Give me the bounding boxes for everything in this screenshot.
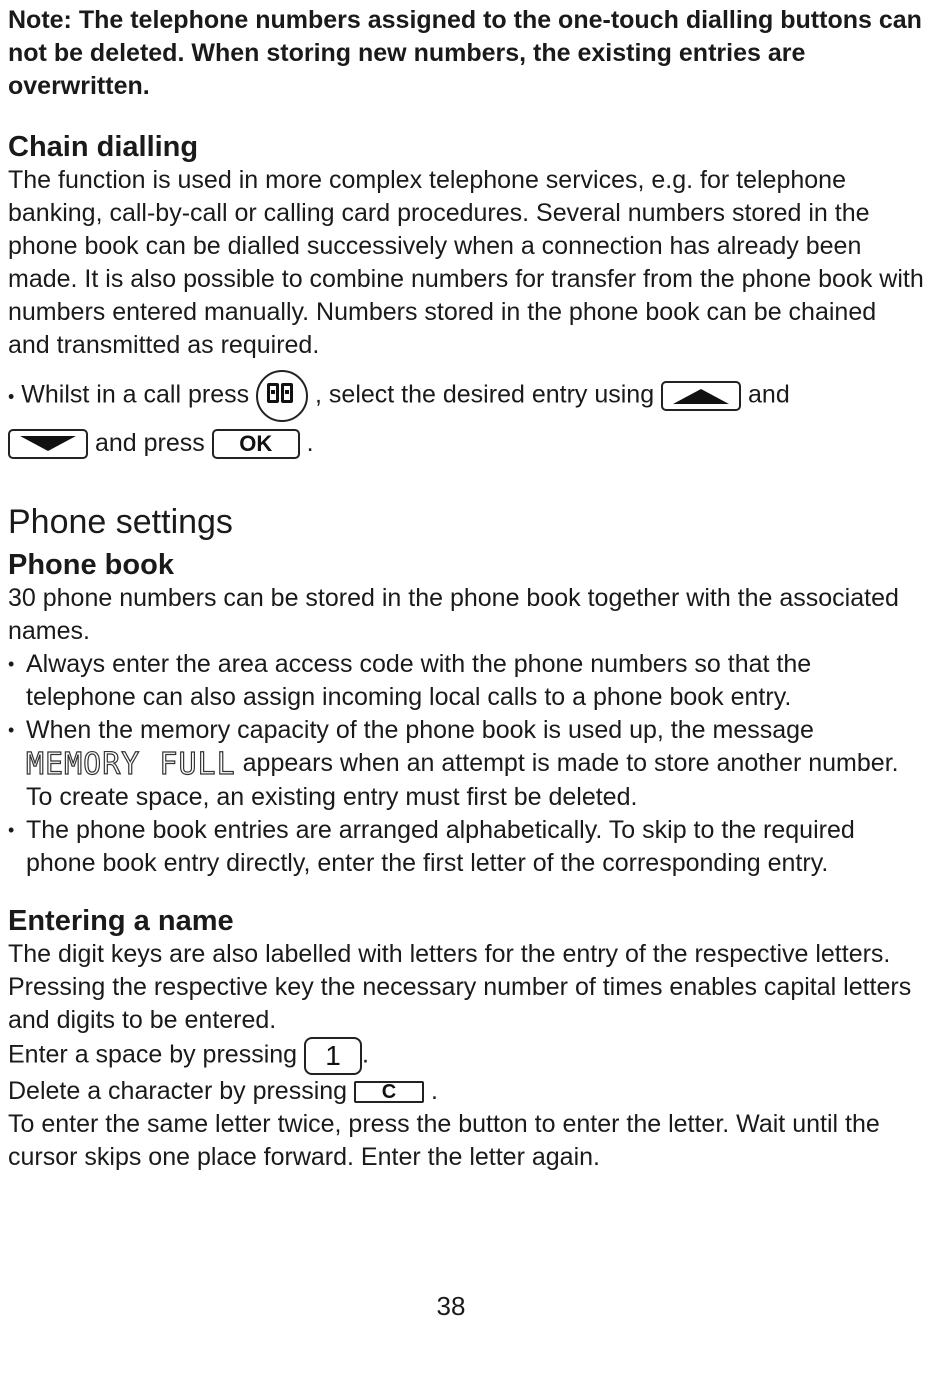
phonebook-key-icon [256, 370, 308, 422]
delete-instruction [8, 1075, 924, 1108]
delete-text: Delete a character by pressing [8, 1076, 348, 1105]
instruction-part4: and press [94, 429, 205, 457]
phone-book-bullets [8, 648, 924, 880]
instruction-part2: , select the desired entry using [315, 380, 655, 409]
one-touch-note: Note: The telephone numbers assigned to the one-touch dialling buttons can not be deleted. When storing new numbers, the existing entries are overwritten. [8, 6, 922, 100]
chain-dialling-instruction [8, 370, 924, 464]
memory-full-intro: When the memory capacity of the phone book is used up, the message [26, 716, 814, 744]
page-number: 38 [436, 1291, 466, 1321]
up-arrow-key-icon [661, 381, 741, 411]
list-item: • The phone book entries are arranged alphabetically. To skip to the required phone book entry directly, enter the first letter of the corresponding entry. [8, 814, 924, 880]
delete-end: . [430, 1076, 438, 1105]
memory-full-continuation: appears when an attempt is made to store another number. To create space, an existing entry must first be deleted. [26, 749, 899, 811]
chain-dialling-heading: Chain dialling [8, 131, 199, 163]
entering-name-heading: Entering a name [8, 904, 234, 937]
instruction-part3: and [748, 380, 790, 409]
instruction-part1: Whilst in a call press [21, 380, 250, 409]
space-end: . [362, 1040, 369, 1069]
entering-name-body: The digit keys are also labelled with letters for the entry of the respective letters. Pressing the respective key the necessary number of times enables capital letters and digits to be entered. [8, 939, 912, 1034]
twice-instruction: To enter the same letter twice, press the button to enter the letter. Wait until the cursor skips one place forward. Enter the letter again. [8, 1109, 880, 1171]
instruction-part5: . [306, 429, 314, 457]
phone-book-intro: 30 phone numbers can be stored in the phone book together with the associated names. [8, 584, 899, 645]
phone-book-heading: Phone book [8, 549, 174, 581]
one-key-icon: 1 [304, 1037, 362, 1075]
c-key-icon: C [354, 1081, 424, 1103]
phone-settings-heading: Phone settings [8, 503, 233, 541]
list-item: • Always enter the area access code with the phone numbers so that the telephone can also assign incoming local calls to a phone book entry. [8, 648, 924, 714]
chain-dialling-body: The function is used in more complex telephone services, e.g. for telephone banking, call-by-call or calling card procedures. Several numbers stored in the phone book can be dialled successively when a connection has already been made. It is also possible to combine numbers for transfer from the phone book with numbers entered manually. Numbers stored in the phone book can be chained and transmitted as required. [8, 166, 924, 359]
space-instruction [8, 1037, 924, 1075]
memory-full-display: MEMORY FULL [26, 746, 236, 782]
down-arrow-key-icon [8, 429, 88, 459]
bullet-marker: • [8, 386, 15, 407]
list-item [8, 714, 924, 814]
ok-key-icon: OK [212, 429, 300, 459]
space-text: Enter a space by pressing [8, 1040, 298, 1069]
